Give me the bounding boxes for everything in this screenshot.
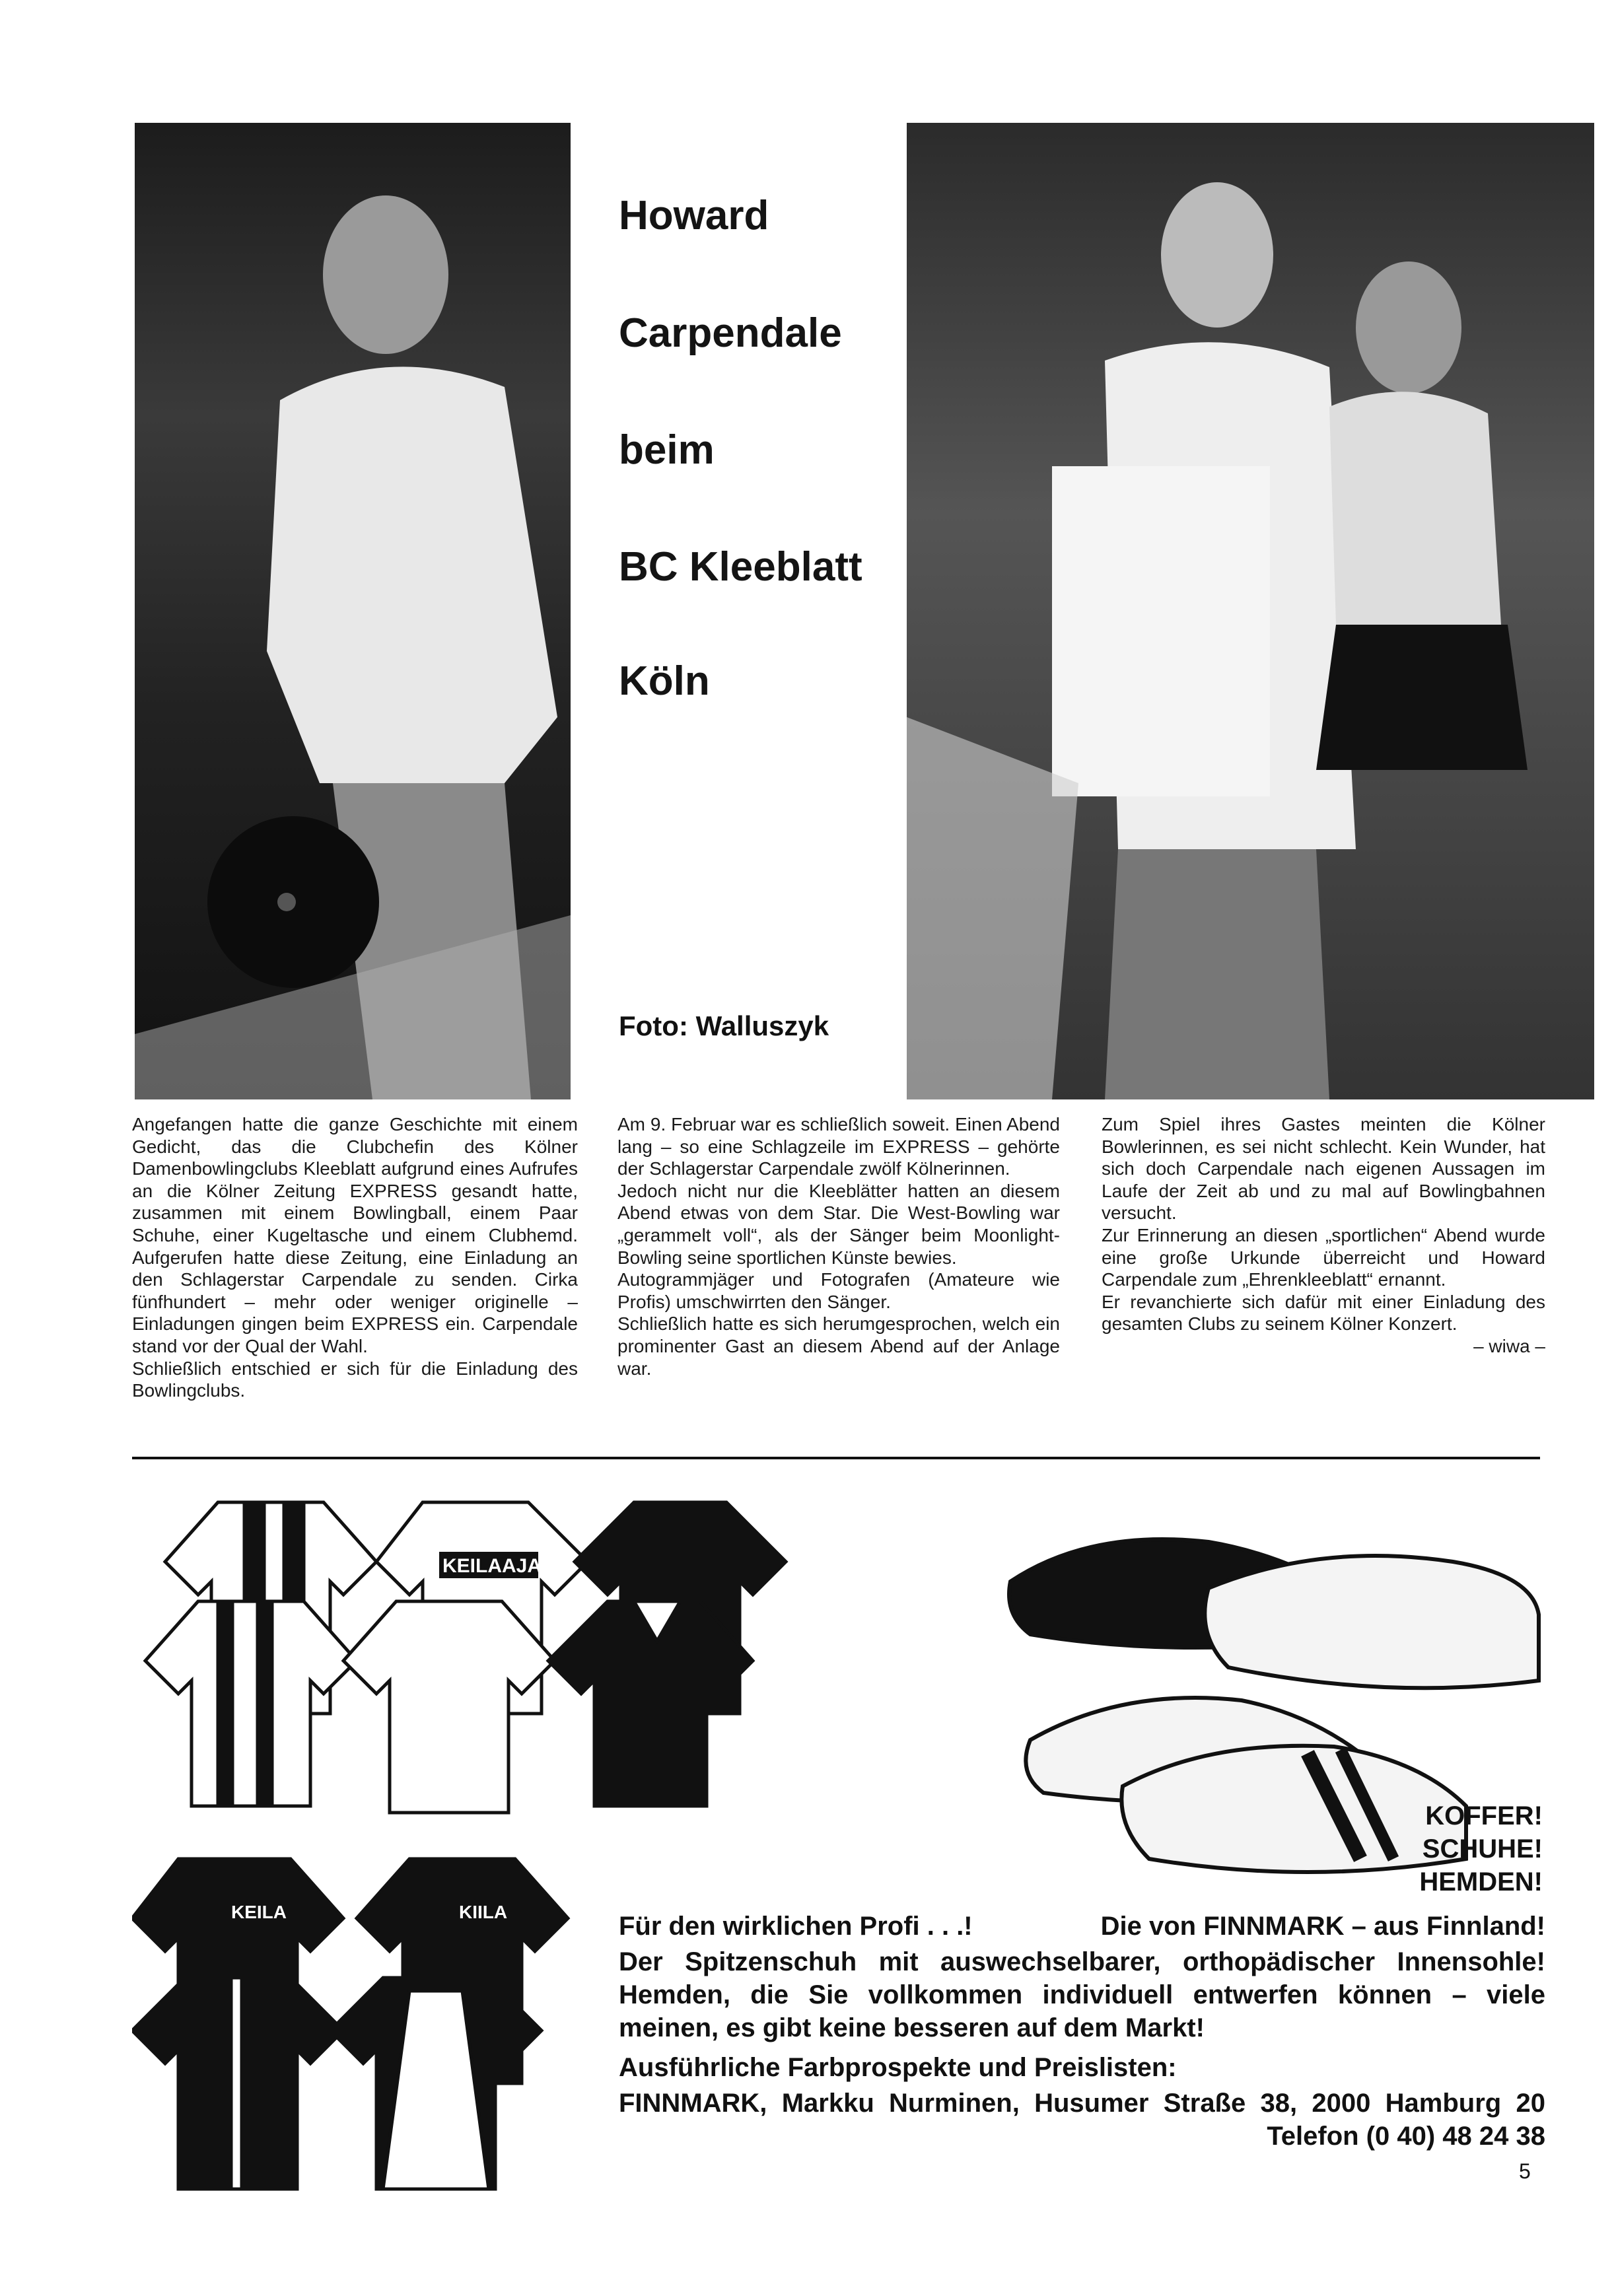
- paragraph: Er revanchierte sich dafür mit einer Einladung des gesamten Clubs zu seinem Kölner Konzert.: [1102, 1291, 1545, 1335]
- ad-tagline: Für den wirklichen Profi . . .!: [619, 1912, 973, 1941]
- shirt-label: KEILA: [231, 1902, 287, 1922]
- photo-carpendale-with-fans: [907, 123, 1594, 1099]
- paragraph: Autogrammjäger und Fotografen (Amateure wie Profis) umschwirrten den Sänger.: [617, 1269, 1060, 1312]
- paragraph: Am 9. Februar war es schließlich soweit. Einen Abend lang – so eine Schlagzeile im EXPRESS – gehörte der Schlagerstar Carpendale zwölf Kölnerinnen.: [617, 1114, 1060, 1179]
- paragraph: Angefangen hatte die ganze Geschichte mit einem Gedicht, das die Clubchefin des Kölner Damenbowlingclubs Kleeblatt aufgrund eines Aufrufes an die Kölner Zeitung EXPRESS gesandt hatte, zusammen mit einem Bowlingball, einem Paar Schuhe, einer Kugeltasche und einem Clubhemd. Aufgerufen hatte diese Zeitung, eine Einladung an den Schlagerstar Carpendale zu senden. Cirka fünfhundert – mehr oder weniger originelle – Einladungen gingen beim EXPRESS ein. Carpendale stand vor der Qual der Wahl.: [132, 1114, 578, 1356]
- ad-line: Hemden, die Sie vollkommen individuell entwerfen können – viele: [619, 1980, 1545, 2009]
- paragraph: Schließlich hatte es sich herumgesprochen, welch ein prominenter Gast an diesem Abend auf der Anlage war.: [617, 1313, 1060, 1379]
- headline-line: Carpendale: [619, 310, 842, 356]
- ad-phone: Telefon (0 40) 48 24 38: [1267, 2122, 1545, 2151]
- headline-line: beim: [619, 427, 715, 473]
- headline-line: Howard: [619, 193, 769, 238]
- headline-line: BC Kleeblatt: [619, 544, 862, 590]
- slogan-line: SCHUHE!: [1422, 1834, 1543, 1863]
- ad-line: Der Spitzenschuh mit auswechselbarer, orthopädischer Innensohle!: [619, 1947, 1545, 1976]
- paragraph: Zur Erinnerung an diesen „sportlichen“ Abend wurde eine große Urkunde überreicht und Howard Carpendale zum „Ehrenkleeblatt“ ernannt.: [1102, 1224, 1545, 1290]
- article-column-1: [132, 1113, 578, 1402]
- photo-bowling-player: [135, 123, 571, 1099]
- paragraph: Schließlich entschied er sich für die Einladung des Bowlingclubs.: [132, 1358, 578, 1401]
- paragraph: Jedoch nicht nur die Kleeblätter hatten an diesem Abend etwas von dem Star. Die West-Bowling war „gerammelt voll“, als der Sänger beim Moonlight-Bowling seine sportlichen Künste bewies.: [617, 1180, 1060, 1268]
- shirt-label: KIILA: [459, 1902, 508, 1922]
- page-number: 5: [1519, 2159, 1531, 2183]
- photo-credit: Foto: Walluszyk: [619, 1010, 829, 1041]
- headline-line: Köln: [619, 658, 710, 704]
- shirt-label: KEILAAJAT: [442, 1555, 553, 1577]
- article-column-3: [1102, 1113, 1545, 1358]
- ad-brand-line: Die von FINNMARK – aus Finnland!: [1100, 1912, 1545, 1941]
- ad-address: FINNMARK, Markku Nurminen, Husumer Straße 38, 2000 Hamburg 20: [619, 2089, 1545, 2118]
- photo-illustration: [135, 123, 571, 1099]
- slogan-line: HEMDEN!: [1419, 1867, 1543, 1896]
- ad-line: Ausführliche Farbprospekte und Preislisten:: [619, 2053, 1177, 2082]
- ad-line: meinen, es gibt keine besseren auf dem Markt!: [619, 2013, 1205, 2042]
- paragraph: Zum Spiel ihres Gastes meinten die Kölner Bowlerinnen, es sei nicht schlecht. Kein Wunder, hat sich doch Carpendale nach eigenen Aussagen im Laufe der Zeit ab und zu mal auf Bowlingbahnen versucht.: [1102, 1114, 1545, 1224]
- ad-slogan: [1404, 1799, 1543, 1898]
- section-divider: [132, 1457, 1540, 1459]
- article-column-2: [617, 1113, 1060, 1379]
- author-signature: – wiwa –: [1473, 1335, 1545, 1356]
- slogan-line: KOFFER!: [1425, 1801, 1543, 1830]
- photo-illustration: [907, 123, 1594, 1099]
- ad-copy: [619, 1910, 1545, 2153]
- ad-headline-row: [619, 1910, 1545, 1943]
